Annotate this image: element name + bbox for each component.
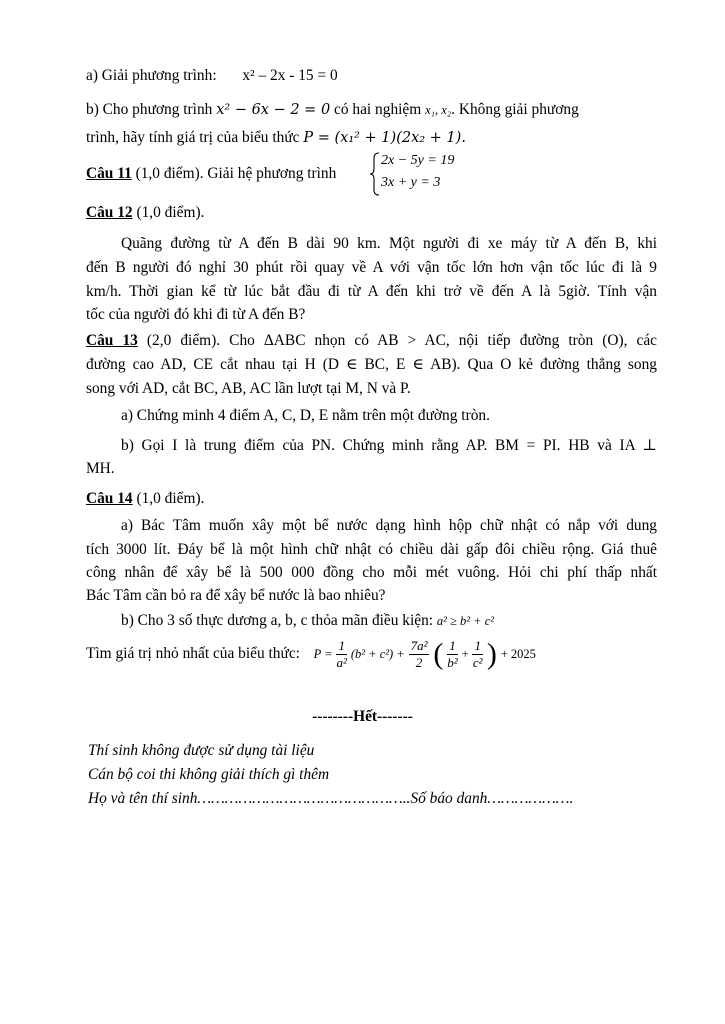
q12-line-1 [121,234,657,254]
q14-b-text-1: b) Cho 3 số thực dương a, b, c thỏa mãn điều kiện: [121,612,434,629]
brace-icon [369,152,381,196]
q11-equation-2: 3x + y = 3 [381,175,441,190]
q14-expr-part2: (b² + c²) + [350,647,405,661]
q14-expr-plus: + [461,647,469,661]
q14-a-text-2: tích 3000 lít. Đáy bể là một hình chữ nhật có chiều dài gấp đôi chiều rộng. Giá thuê [86,541,657,558]
end-mark: --------Hết------- [312,708,413,725]
frac3-denominator: b² [447,654,458,670]
frac4-numerator: 1 [474,637,481,653]
q11-label: Câu 11 [86,165,132,182]
q10-a-label: a) Giải phương trình: [86,67,217,84]
q14-b-text-2: Tìm giá trị nhỏ nhất của biểu thức: [86,645,300,662]
footer-note-2: Cán bộ coi thi không giải thích gì thêm [88,766,330,783]
footer-candidate-info: Họ và tên thí sinh………………………………………..Số báo danh………………. [88,790,574,807]
q13-text-2: đường cao AD, CE cắt nhau tại H (D ∈ BC, E ∈ AB). Qua O kẻ đường thẳng song [86,356,657,373]
q14-b-line-2 [86,636,536,676]
q12-header [86,203,204,223]
q14-b-line-1 [121,611,494,631]
q11-line [86,164,336,184]
q10-b-text2: có hai nghiệm [334,101,422,118]
q14-expr-end: + 2025 [500,647,536,661]
q10-b-text3: . Không giải phương [451,101,579,118]
q11-system [369,152,479,196]
q10-b-line2: trình, hãy tính giá trị của biểu thức [86,129,300,146]
q14-expr-fraction-3 [447,638,458,671]
frac1-numerator: 1 [338,637,345,653]
q10-b-roots: x₁, x₂ [425,103,452,117]
q14-expr-fraction-1 [336,638,347,671]
right-paren-icon: ) [486,637,497,671]
frac2-numerator: 7a² [410,637,428,653]
q10-part-b-line1 [86,100,579,120]
frac1-denominator: a² [336,654,347,670]
q12-text-2: đến B người đó nghỉ 30 phút rồi quay về A với vận tốc lớn hơn vận tốc lúc đi là 9 [86,259,657,276]
q14-label: Câu 14 [86,490,133,507]
q12-points: (1,0 điểm). [132,204,205,221]
q14-a-text-4: Bác Tâm cần bỏ ra để xây bể nước là bao nhiêu? [86,587,386,604]
q14-expr-fraction-4 [472,638,483,671]
q13-b-text-1: b) Gọi I là trung điểm của PN. Chứng minh rằng AP. BM = PI. HB và IA ⊥ [121,437,657,454]
frac2-denominator: 2 [415,654,423,670]
q14-a-text-3: công nhân để xây bể là 500 000 đồng cho mỗi mét vuông. Hỏi chi phí thấp nhất [86,564,657,581]
frac4-denominator: c² [472,654,483,670]
q14-header [86,489,204,509]
q10-a-equation: x² – 2x - 15 = 0 [242,67,338,84]
q14-a-text-1: a) Bác Tâm muốn xây một bể nước dạng hình hộp chữ nhật có nắp với dung [121,517,657,534]
q12-text-4: tốc của người đó khi đi từ A đến B? [86,306,306,323]
footer-note-1: Thí sinh không được sử dụng tài liệu [88,742,315,759]
q13-line-1 [86,331,657,351]
q13-part-a: a) Chứng minh 4 điểm A, C, D, E nằm trên một đường tròn. [121,407,490,424]
left-paren-icon: ( [433,637,444,671]
q10-b-text: b) Cho phương trình [86,101,213,118]
q12-text-1: Quãng đường từ A đến B dài 90 km. Một người đi xe máy từ A đến B, khi [121,235,657,252]
frac3-numerator: 1 [449,637,456,653]
q11-text: (1,0 điểm). Giải hệ phương trình [131,165,337,182]
q11-equation-1: 2x − 5y = 19 [381,153,455,168]
q13-text-1: (2,0 điểm). Cho ΔABC nhọn có AB > AC, nội tiếp đường tròn (O), các [137,332,658,349]
q10-part-a [86,66,338,86]
q14-points: (1,0 điểm). [132,490,205,507]
q13-label: Câu 13 [86,332,138,349]
q10-b-equation: x² − 6x − 2 = 0 [216,102,331,118]
q14-a-line-1 [121,516,657,536]
q12-label: Câu 12 [86,204,133,221]
q14-expr-p: P = [313,647,333,661]
q10-b-expression: P = (x₁² + 1)(2x₂ + 1). [303,130,466,146]
q10-part-b-line2 [86,128,466,148]
q14-expr-fraction-2 [409,638,430,671]
q13-part-b-line1 [121,436,657,456]
q12-text-3: km/h. Thời gian kể từ lúc bắt đầu đi từ A đến khi trở về đến A là 5giờ. Tính vận [86,283,657,300]
q13-text-3: song với AD, cắt BC, AB, AC lần lượt tại M, N và P. [86,380,411,397]
q13-b-text-2: MH. [86,460,115,477]
q14-b-condition: a² ≥ b² + c² [436,614,495,628]
